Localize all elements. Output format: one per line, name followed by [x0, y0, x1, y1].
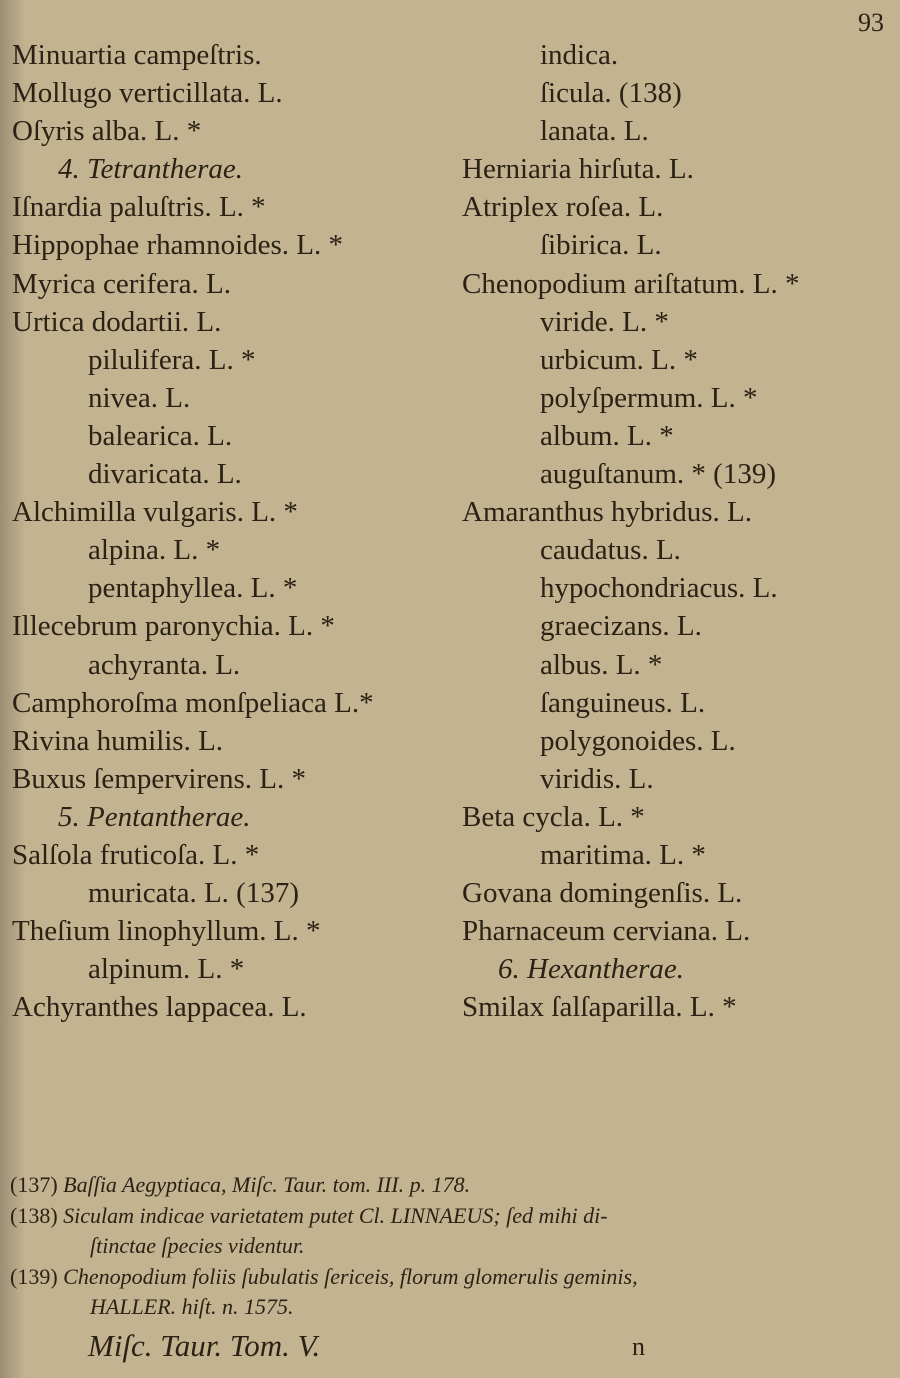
- species-entry: pilulifera. L. *: [88, 343, 256, 376]
- species-entry: Alchimilla vulgaris. L. *: [12, 496, 298, 529]
- species-entry: Mollugo verticillata. L.: [12, 77, 283, 110]
- species-entry: divaricata. L.: [88, 458, 242, 491]
- species-entry: Camphoroſma monſpeliaca L.*: [12, 686, 374, 719]
- species-entry: Illecebrum paronychia. L. *: [12, 610, 335, 643]
- species-entry: lanata. L.: [540, 115, 649, 148]
- footnote-text: Siculam indicae varietatem putet Cl. LINNAEUS; ſed mihi di-: [63, 1202, 608, 1228]
- species-entry: Govana domingenſis. L.: [462, 877, 743, 910]
- species-entry: indica.: [540, 39, 619, 71]
- species-entry: hypochondriacus. L.: [540, 572, 778, 605]
- species-entry: ſicula. (138): [540, 77, 682, 110]
- species-entry: Myrica cerifera. L.: [12, 267, 231, 300]
- species-entry: Atriplex roſea. L.: [462, 191, 664, 224]
- species-entry: achyranta. L.: [88, 648, 241, 681]
- section-heading: 5. Pentantherae.: [58, 800, 251, 833]
- species-entry: polyſpermum. L. *: [540, 381, 758, 414]
- species-entry: Urtica dodartii. L.: [12, 305, 222, 338]
- species-entry: Iſnardia paluſtris. L. *: [12, 191, 266, 224]
- species-entry: polygonoides. L.: [540, 724, 736, 757]
- species-entry: auguſtanum. * (139): [540, 458, 776, 491]
- footnote-number: (138): [10, 1202, 58, 1228]
- species-entry: Pharnaceum cerviana. L.: [462, 915, 751, 948]
- left-column: [12, 36, 452, 1026]
- species-entry: pentaphyllea. L. *: [88, 572, 298, 605]
- species-entry: balearica. L.: [88, 419, 233, 452]
- species-entry: ſanguineus. L.: [540, 686, 706, 719]
- species-entry: maritima. L. *: [540, 838, 706, 871]
- species-entry: urbicum. L. *: [540, 343, 698, 376]
- species-entry: viride. L. *: [540, 305, 669, 338]
- footnote: [10, 1201, 890, 1262]
- species-entry: nivea. L.: [88, 381, 191, 414]
- footnote: [10, 1262, 890, 1323]
- species-entry: Achyranthes lappacea. L.: [12, 991, 307, 1024]
- right-column: [462, 36, 900, 1026]
- footnotes: [10, 1170, 890, 1323]
- species-entry: Beta cycla. L. *: [462, 800, 645, 833]
- species-entry: graecizans. L.: [540, 610, 702, 643]
- species-entry: caudatus. L.: [540, 534, 681, 567]
- species-entry: Oſyris alba. L. *: [12, 115, 202, 148]
- page-number: 93: [858, 8, 884, 37]
- signature-line: Miſc. Taur. Tom. V.: [88, 1328, 321, 1363]
- species-entry: Theſium linophyllum. L. *: [12, 915, 321, 948]
- species-entry: ſibirica. L.: [540, 229, 662, 262]
- species-entry: Buxus ſempervirens. L. *: [12, 762, 306, 795]
- species-entry: Rivina humilis. L.: [12, 724, 224, 757]
- species-entry: Minuartia campeſtris.: [12, 39, 262, 71]
- section-heading: 4. Tetrantherae.: [58, 153, 244, 186]
- species-entry: albus. L. *: [540, 648, 663, 681]
- species-entry: Salſola fruticoſa. L. *: [12, 838, 260, 871]
- species-entry: Hippophae rhamnoides. L. *: [12, 229, 344, 262]
- species-entry: Chenopodium ariſtatum. L. *: [462, 267, 800, 300]
- species-entry: viridis. L.: [540, 762, 654, 795]
- footnote-text: Baſſia Aegyptiaca, Miſc. Taur. tom. III. p. 178.: [63, 1172, 471, 1197]
- section-heading: 6. Hexantherae.: [498, 953, 685, 986]
- footnote: [10, 1170, 890, 1201]
- species-entry: album. L. *: [540, 419, 674, 452]
- signature-mark: n: [632, 1332, 645, 1361]
- species-entry: Amaranthus hybridus. L.: [462, 496, 752, 529]
- species-entry: alpinum. L. *: [88, 953, 245, 986]
- footnote-text: ſtinctae ſpecies videntur.: [90, 1233, 305, 1258]
- species-entry: Smilax ſalſaparilla. L. *: [462, 991, 737, 1024]
- footnote-text: HALLER. hiſt. n. 1575.: [90, 1294, 294, 1319]
- footnote-number: (137): [10, 1172, 58, 1197]
- footnote-text: Chenopodium foliis ſubulatis ſericeis, florum glomerulis geminis,: [63, 1263, 638, 1289]
- species-entry: Herniaria hirſuta. L.: [462, 153, 694, 186]
- species-entry: muricata. L. (137): [88, 877, 299, 910]
- species-entry: alpina. L. *: [88, 534, 221, 567]
- footnote-number: (139): [10, 1263, 58, 1289]
